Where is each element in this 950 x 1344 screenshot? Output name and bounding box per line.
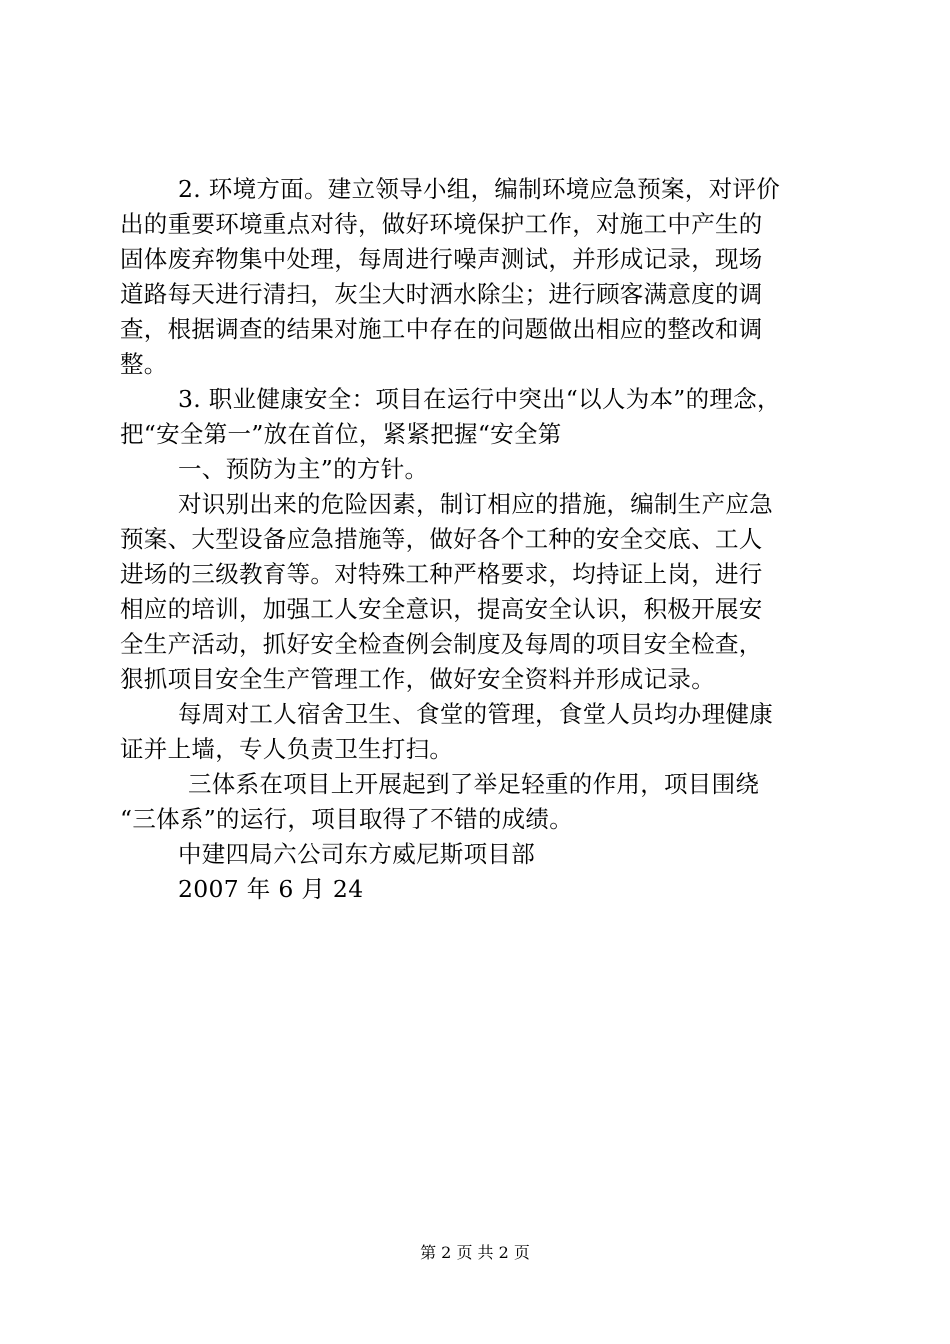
text-line: 整。	[120, 350, 168, 378]
text-line: 对识别出来的危险因素，制订相应的措施，编制生产应急	[178, 490, 773, 518]
text-line: 三体系在项目上开展起到了举足轻重的作用，项目围绕	[188, 770, 760, 798]
page-footer	[0, 1243, 950, 1263]
text-line: 3. 职业健康安全：项目在运行中突出“以人为本”的理念，	[178, 385, 781, 413]
paragraph-dormitory-hygiene	[120, 697, 840, 767]
text-line: 查，根据调查的结果对施工中存在的问题做出相应的整改和调	[120, 315, 763, 343]
text-line: 道路每天进行清扫，灰尘大时洒水除尘；进行顾客满意度的调	[120, 280, 763, 308]
paragraph-environment	[120, 172, 840, 382]
paragraph-occupational-health	[120, 382, 840, 452]
document-body	[120, 172, 840, 907]
text-line: 中建四局六公司东方威尼斯项目部	[178, 840, 535, 868]
text-line: 预案、大型设备应急措施等，做好各个工种的安全交底、工人	[120, 525, 763, 553]
text-line: 相应的培训，加强工人安全意识，提高安全认识，积极开展安	[120, 595, 763, 623]
text-line: 证并上墙，专人负责卫生打扫。	[120, 735, 454, 763]
text-line: 把“安全第一”放在首位，紧紧把握“安全第	[120, 420, 562, 448]
text-line: 固体废弃物集中处理，每周进行噪声测试，并形成记录，现场	[120, 245, 763, 273]
text-line: 每周对工人宿舍卫生、食堂的管理，食堂人员均办理健康	[178, 700, 773, 728]
text-line: 2. 环境方面。建立领导小组，编制环境应急预案，对评价	[178, 175, 780, 203]
paragraph-hazard-measures	[120, 487, 840, 697]
signature-organization	[120, 837, 840, 872]
text-line: 2007 年 6 月 24	[178, 875, 364, 903]
text-line: 全生产活动，抓好安全检查例会制度及每周的项目安全检查，	[120, 630, 763, 658]
text-line: 出的重要环境重点对待，做好环境保护工作，对施工中产生的	[120, 210, 763, 238]
text-line: “三体系”的运行，项目取得了不错的成绩。	[120, 805, 574, 833]
text-line: 进场的三级教育等。对特殊工种严格要求，均持证上岗，进行	[120, 560, 763, 588]
signature-date	[120, 872, 840, 907]
text-line: 一、预防为主”的方针。	[178, 455, 429, 483]
paragraph-prevention-policy	[120, 452, 840, 487]
page-number: 第 2 页 共 2 页	[420, 1243, 530, 1262]
text-line: 狠抓项目安全生产管理工作，做好安全资料并形成记录。	[120, 665, 715, 693]
paragraph-three-systems	[120, 767, 840, 837]
